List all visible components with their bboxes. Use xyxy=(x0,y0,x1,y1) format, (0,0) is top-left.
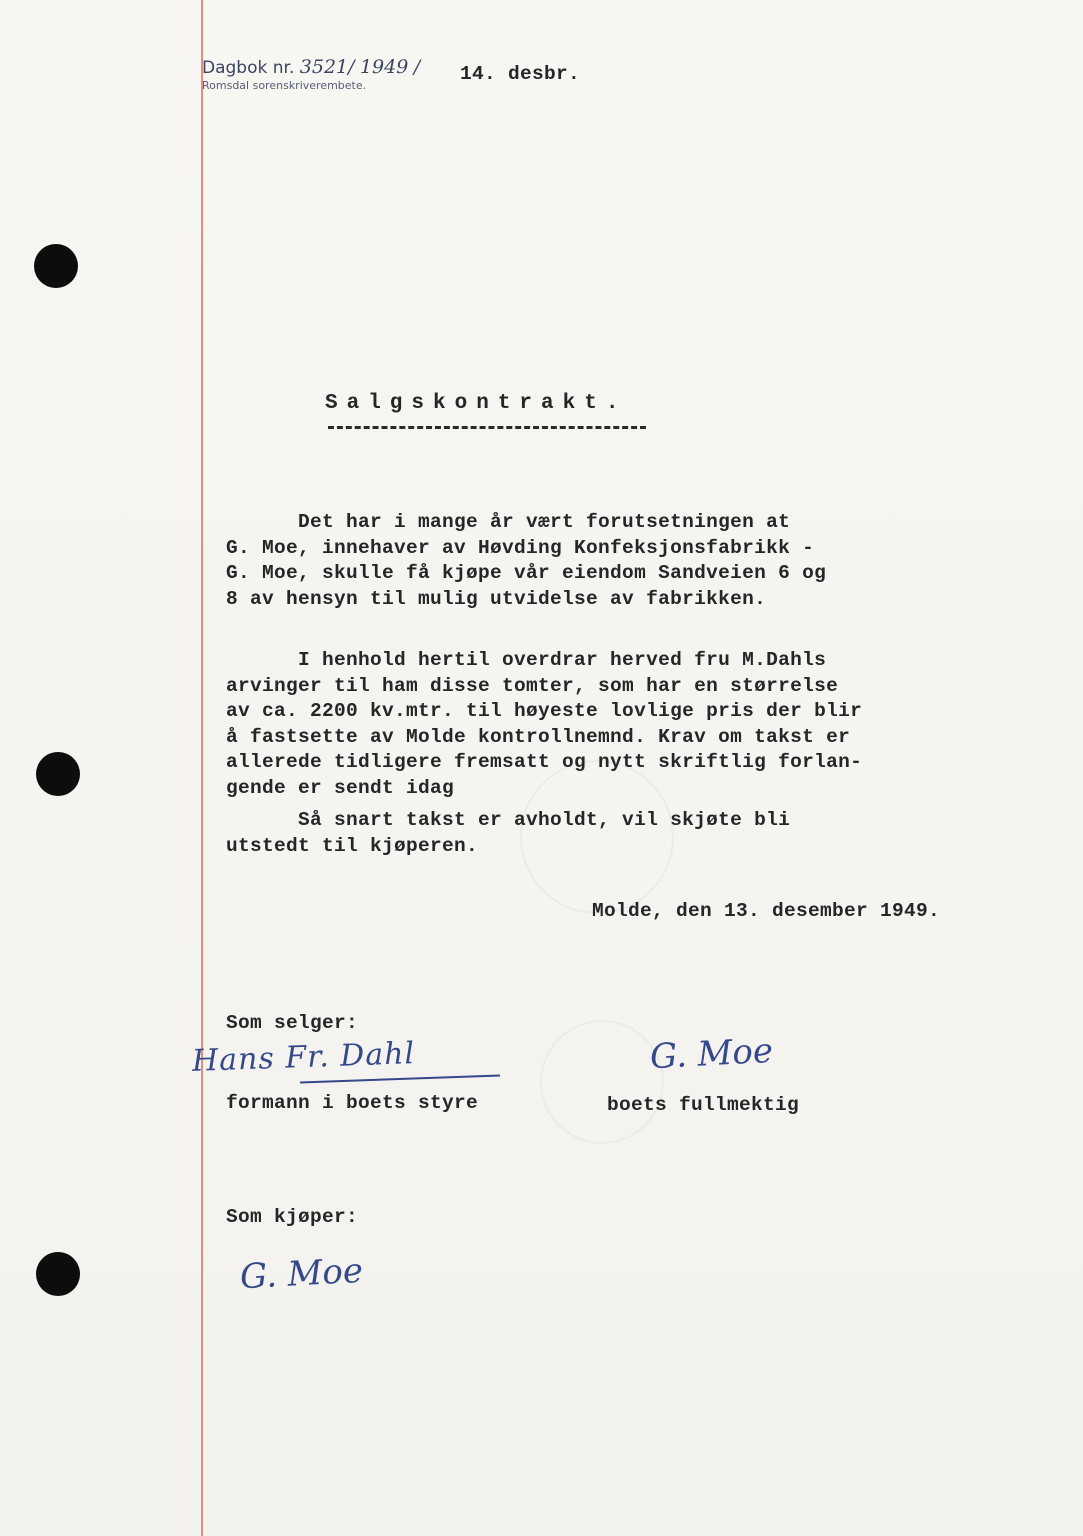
paragraph-line: utstedt til kjøperen. xyxy=(226,834,479,857)
stamp-year: 1949 xyxy=(359,56,409,78)
paragraph-line: av ca. 2200 kv.mtr. til høyeste lovlige pris der blir xyxy=(226,700,863,722)
place-date: Molde, den 13. desember 1949. xyxy=(592,900,941,922)
signature-stroke xyxy=(300,1075,500,1084)
title-underline xyxy=(328,426,646,429)
buyer-label: Som kjøper: xyxy=(226,1206,359,1228)
paragraph-line: Så snart takst er avholdt, vil skjøte bli xyxy=(226,809,791,831)
registry-stamp: Dagbok nr. 3521/ 1949 / Romsdal sorenskriverembete. xyxy=(202,56,462,92)
margin-line xyxy=(201,0,203,1536)
paragraph-2 xyxy=(226,648,946,801)
paragraph-line: Det har i mange år vært forutsetningen at xyxy=(226,511,791,533)
paragraph-line: G. Moe, innehaver av Høvding Konfeksjonsfabrikk - xyxy=(226,536,815,559)
paragraph-line: 8 av hensyn til mulig utvidelse av fabrikken. xyxy=(226,587,767,610)
watermark-ghost xyxy=(540,1020,664,1144)
paragraph-line: I henhold hertil overdrar herved fru M.Dahls xyxy=(226,649,827,671)
paragraph-3 xyxy=(226,808,946,859)
paragraph-line: gende er sendt idag xyxy=(226,776,455,799)
stamp-office: Romsdal sorenskriverembete. xyxy=(202,79,367,92)
seller-signature: Hans Fr. Dahl xyxy=(191,1036,416,1079)
paragraph-line: å fastsette av Molde kontrollnemnd. Krav om takst er xyxy=(226,725,851,748)
punch-hole xyxy=(36,1252,80,1296)
agent-signature: G. Moe xyxy=(649,1030,774,1078)
punch-hole xyxy=(34,244,78,288)
seller-label: Som selger: xyxy=(226,1012,359,1034)
buyer-signature: G. Moe xyxy=(239,1250,364,1298)
agent-role: boets fullmektig xyxy=(607,1094,800,1116)
punch-hole xyxy=(36,752,80,796)
seller-role: formann i boets styre xyxy=(226,1092,479,1114)
document-title: Salgskontrakt. xyxy=(325,392,628,415)
dagbok-label: Dagbok nr. xyxy=(202,58,295,78)
journal-date: 14. desbr. xyxy=(460,63,581,85)
paragraph-line: arvinger til ham disse tomter, som har en størrelse xyxy=(226,674,839,697)
dagbok-number: 3521 xyxy=(299,56,349,78)
paragraph-1 xyxy=(226,510,946,612)
paragraph-line: allerede tidligere fremsatt og nytt skriftlig forlan- xyxy=(226,751,863,773)
paragraph-line: G. Moe, skulle få kjøpe vår eiendom Sandveien 6 og xyxy=(226,562,827,584)
